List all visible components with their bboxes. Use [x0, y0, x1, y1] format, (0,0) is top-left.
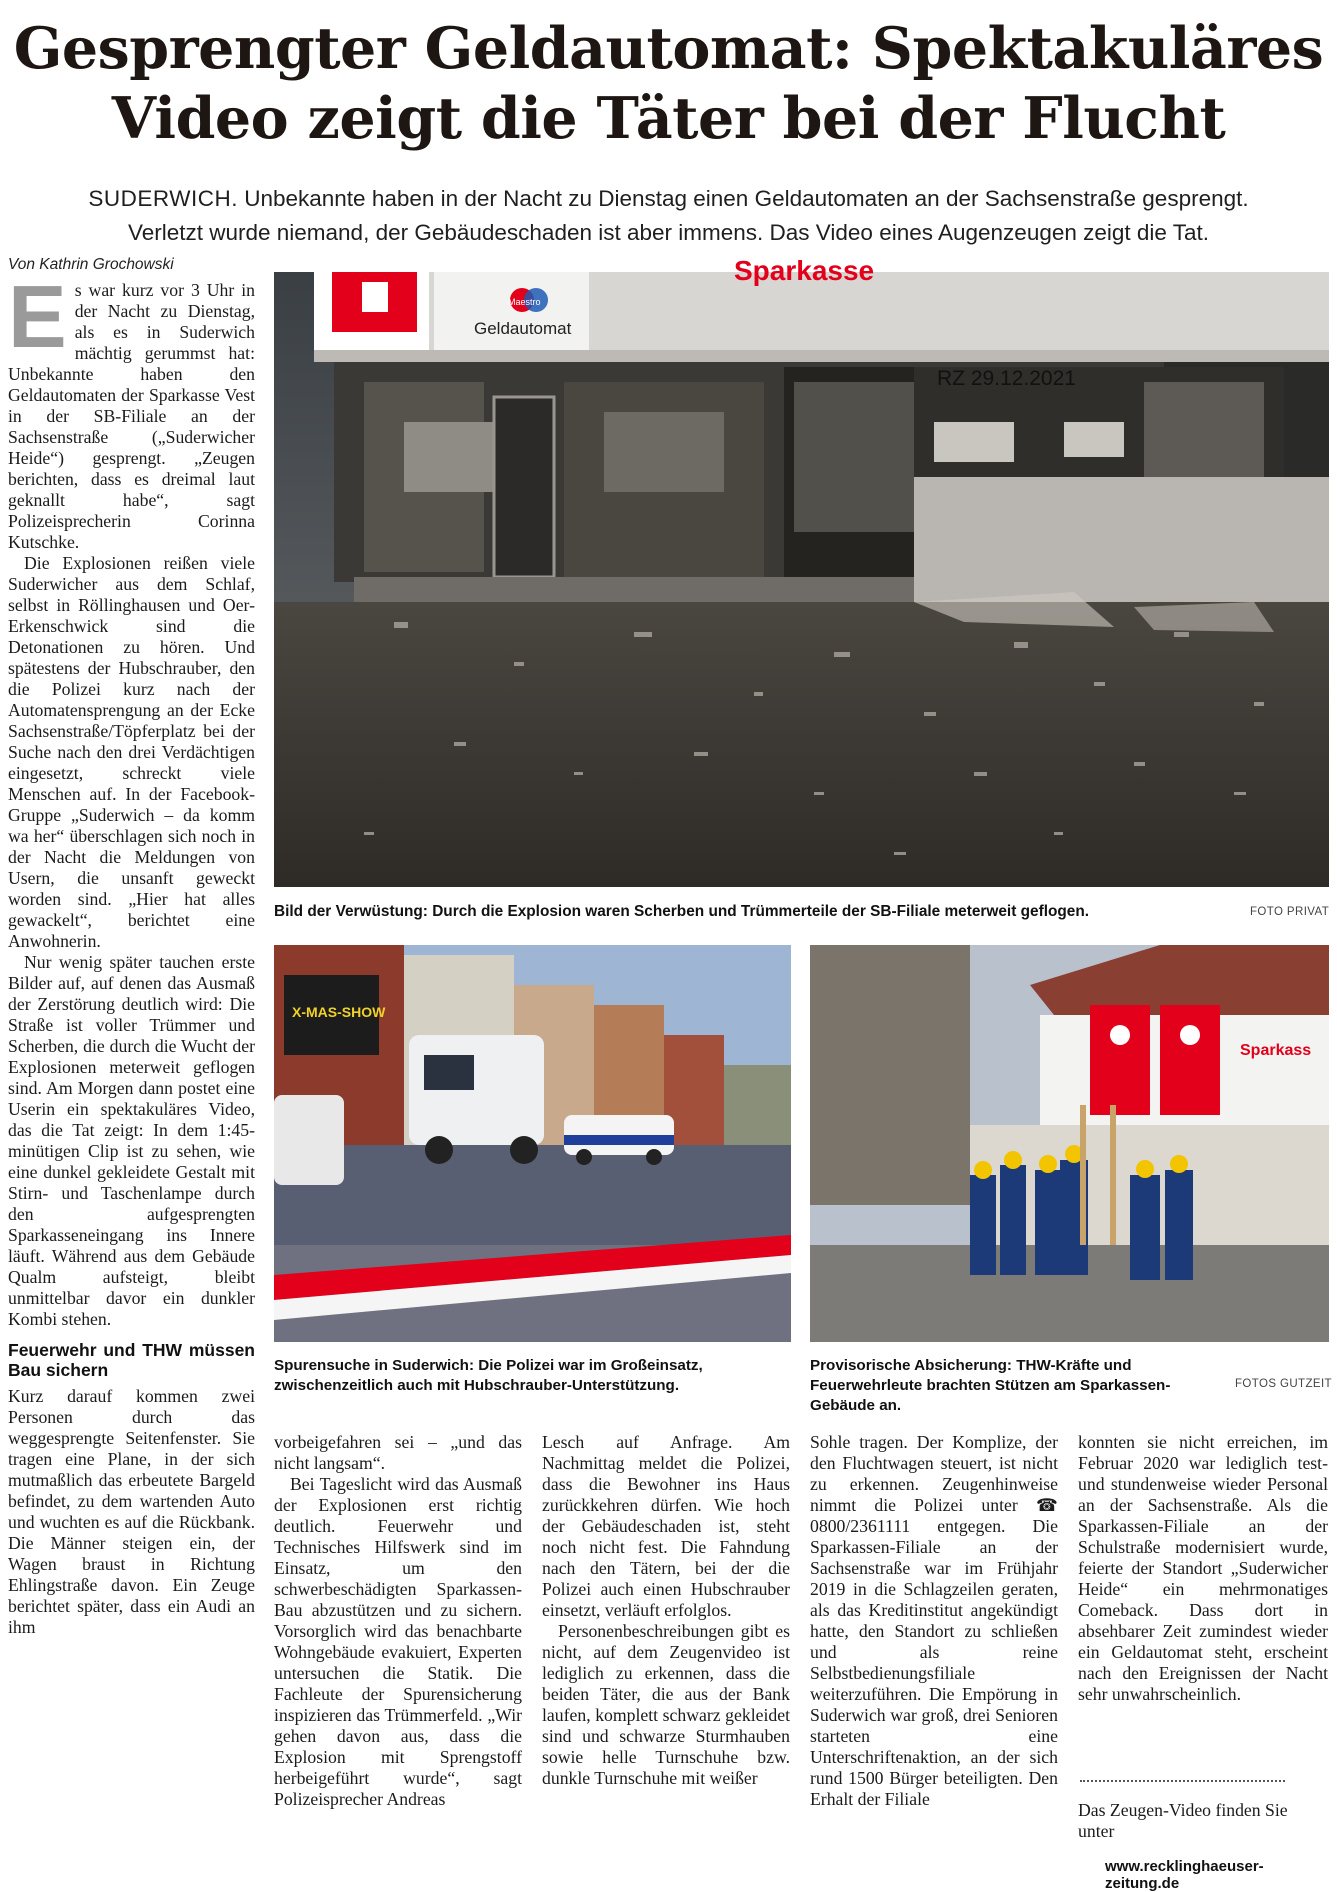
- article-paragraph: vorbeigefahren sei – „und das nicht langsam“.: [274, 1432, 522, 1473]
- sparkasse-sign: Sparkasse: [734, 255, 875, 286]
- lead-place: SUDERWICH.: [88, 186, 238, 211]
- police-phone-number: ☎ 0800/2361111: [810, 1495, 1058, 1536]
- article-column-3: [542, 1432, 790, 1882]
- main-photo: [274, 255, 1329, 887]
- main-photo-caption: Bild der Verwüstung: Durch die Explosion waren Scherben und Trümmerteile der SB-Filiale meterweit geflogen.: [274, 903, 1090, 920]
- article-column-1: [8, 267, 255, 1880]
- article-paragraph: Es war kurz vor 3 Uhr in der Nacht zu Dienstag, als es in Suderwich mächtig gerummst hat: Unbekannte haben den Geldautomaten der Sparkasse Vest in der SB-Filiale an der Sachsenstraße („Suderwicher Heide“) gesprengt. „Zeugen berichten, dass es dreimal laut geknallt habe“, sagt Polizeisprecherin Corinna Kutschke.: [8, 267, 255, 552]
- article-paragraph: konnten sie nicht erreichen, im Februar 2020 war lediglich test- und stundenweise wieder Personal an der Sachsenstraße. Als die Sparkassen-Filiale an der Schulstraße modernisiert wurde, feierte der Standort „Suderwicher Heide“ ein mehrmonatiges Comeback. Dass dort in absehbarer Zeit zumindest wieder ein Geldautomat steht, erscheint nach den Ereignissen der Nacht sehr unwahrscheinlich.: [1078, 1432, 1328, 1704]
- thw-photo-caption: Provisorische Absicherung: THW-Kräfte und Feuerwehrleute brachten Stützen am Sparkassen-Gebäude an.: [810, 1357, 1171, 1414]
- main-photo-credit: FOTO PRIVAT: [1250, 906, 1330, 918]
- headline-line-2: Video zeigt die Täter bei der Flucht: [111, 85, 1226, 152]
- police-photo: [274, 945, 791, 1342]
- lead-line-1: Unbekannte haben in der Nacht zu Dienstag einen Geldautomaten an der Sachsenstraße gesprengt.: [244, 186, 1249, 211]
- divider: [1080, 1780, 1285, 1782]
- main-photo-image: [274, 255, 1329, 887]
- video-note: Das Zeugen-Video finden Sie unter: [1078, 1800, 1288, 1841]
- headline-line-1: Gesprengter Geldautomat: Spektakuläres: [13, 15, 1324, 82]
- article-paragraph: Bei Tageslicht wird das Ausmaß der Explosionen erst richtig deutlich. Feuerwehr und Technisches Hilfswerk sind im Einsatz, um den schwerbeschädigten Sparkassen-Bau abzustützen und zu sichern. Vorsorglich wird das benachbarte Wohngebäude evakuiert, Experten untersuchen die Statik. Die Fachleute der Spurensicherung inspizieren das Trümmerfeld. „Wir gehen davon aus, dass die Explosion mit Sprengstoff herbeigeführt wurde“, sagt Polizeisprecher Andreas: [274, 1474, 522, 1809]
- police-photo-image: [274, 945, 791, 1342]
- article-paragraph: Lesch auf Anfrage. Am Nachmittag meldet die Polizei, dass die Bewohner ins Haus zurückkehren dürfen. Wie hoch der Gebäudeschaden ist, steht noch nicht fest. Die Fahndung nach den Tätern, bei der die Polizei auch einen Hubschrauber einsetzt, verläuft erfolglos.: [542, 1432, 790, 1620]
- xmas-show-poster: X-MAS-SHOW: [292, 1004, 386, 1020]
- byline: Von Kathrin Grochowski: [8, 256, 174, 273]
- article-paragraph: Sohle tragen. Der Komplize, der den Fluchtwagen steuert, ist nicht zu erkennen. Zeugenhinweise nimmt die Polizei unter ☎ 0800/2361111 entgegen. Die Sparkassen-Filiale an der Sachsenstraße war im Frühjahr 2019 in die Schlagzeilen geraten, als das Kreditinstitut angekündigt hatte, den Standort zu schließen und als reine Selbstbedienungsfiliale weiterzuführen. Die Empörung in Suderwich war groß, drei Senioren starteten eine Unterschriftenaktion, an der sich rund 1500 Bürger beteiligten. Den Erhalt der Filiale: [810, 1432, 1058, 1809]
- article-column-4: [810, 1432, 1058, 1882]
- thw-photo: [810, 945, 1329, 1342]
- date-stamp: RZ 29.12.2021: [937, 367, 1076, 390]
- article-column-2: [274, 1432, 522, 1882]
- article-paragraph: Kurz darauf kommen zwei Personen durch das weggesprengte Seitenfenster. Sie tragen eine Plane, in der sich mutmaßlich das erbeutete Bargeld befindet, zu dem wartenden Auto und wuchten es auf die Rückbank. Die Männer steigen ein, der Wagen braust in Richtung Ehlingstraße davon. Ein Zeuge berichtet später, dass ein Audi an ihm: [8, 1386, 255, 1637]
- section-subheading: Feuerwehr und THW müssen Bau sichern: [8, 1340, 255, 1380]
- lead-line-2: Verletzt wurde niemand, der Gebäudeschaden ist aber immens. Das Video eines Augenzeugen zeigt die Tat.: [127, 220, 1210, 245]
- thw-photo-image: [810, 945, 1329, 1342]
- article-paragraph: Die Explosionen reißen viele Suderwicher aus dem Schlaf, selbst in Röllinghausen und Oer-Erkenschwick sind die Detonationen zu hören. Und spätestens der Hubschrauber, den die Polizei kurz nach der Automatensprengung an der Ecke Sachsenstraße/Töpferplatz bei der Suche nach den drei Verdächtigen eingesetzt, schreckt viele Menschen auf. In der Facebook-Gruppe „Suderwich – da komm wa her“ überschlagen sich noch in der Nacht die Meldungen von Usern, die unsanft geweckt worden sind. „Hier hat alles gewackelt“, berichtet eine Anwohnerin.: [8, 553, 255, 951]
- website-link[interactable]: www.recklinghaeuser-zeitung.de: [1105, 1858, 1264, 1892]
- lead-paragraph: [0, 182, 1337, 250]
- article-paragraph: Nur wenig später tauchen erste Bilder auf, auf denen das Ausmaß der Zerstörung deutlich wird: Die Straße ist voller Trümmer und Scherben, die durch die Wucht der Explosionen meterweit geflogen sind. Am Morgen dann postet eine Userin ein spektakuläres Video, das die Tat zeigt: In dem 1:45-minütigen Clip ist zu sehen, wie eine dunkel gekleidete Gestalt mit Stirn- und Taschenlampe durch den aufgesprengten Sparkasseneingang ins Innere läuft. Während aus dem Gebäude Qualm aufsteigt, bleibt unmittelbar davor ein dunkler Kombi stehen.: [8, 952, 255, 1329]
- article-column-5: [1078, 1432, 1328, 1762]
- thw-photo-credit: FOTOS GUTZEIT: [1235, 1378, 1332, 1390]
- sparkasse-facade-sign: Sparkass: [1240, 1042, 1312, 1059]
- headline: [0, 14, 1337, 154]
- police-photo-caption: Spurensuche in Suderwich: Die Polizei war im Großeinsatz, zwischenzeitlich auch mit Hubschrauber-Unterstützung.: [274, 1357, 703, 1394]
- geldautomat-sign: Geldautomat: [474, 319, 572, 338]
- drop-cap: E: [8, 267, 67, 366]
- article-paragraph: Personenbeschreibungen gibt es nicht, auf dem Zeugenvideo ist lediglich zu erkennen, dass die beiden Täter, die aus der Bank laufen, komplett schwarz gekleidet sind und schwarze Sturmhauben sowie helle Turnschuhe bzw. dunkle Turnschuhe mit weißer: [542, 1621, 790, 1788]
- maestro-sign: Maestro: [508, 297, 541, 307]
